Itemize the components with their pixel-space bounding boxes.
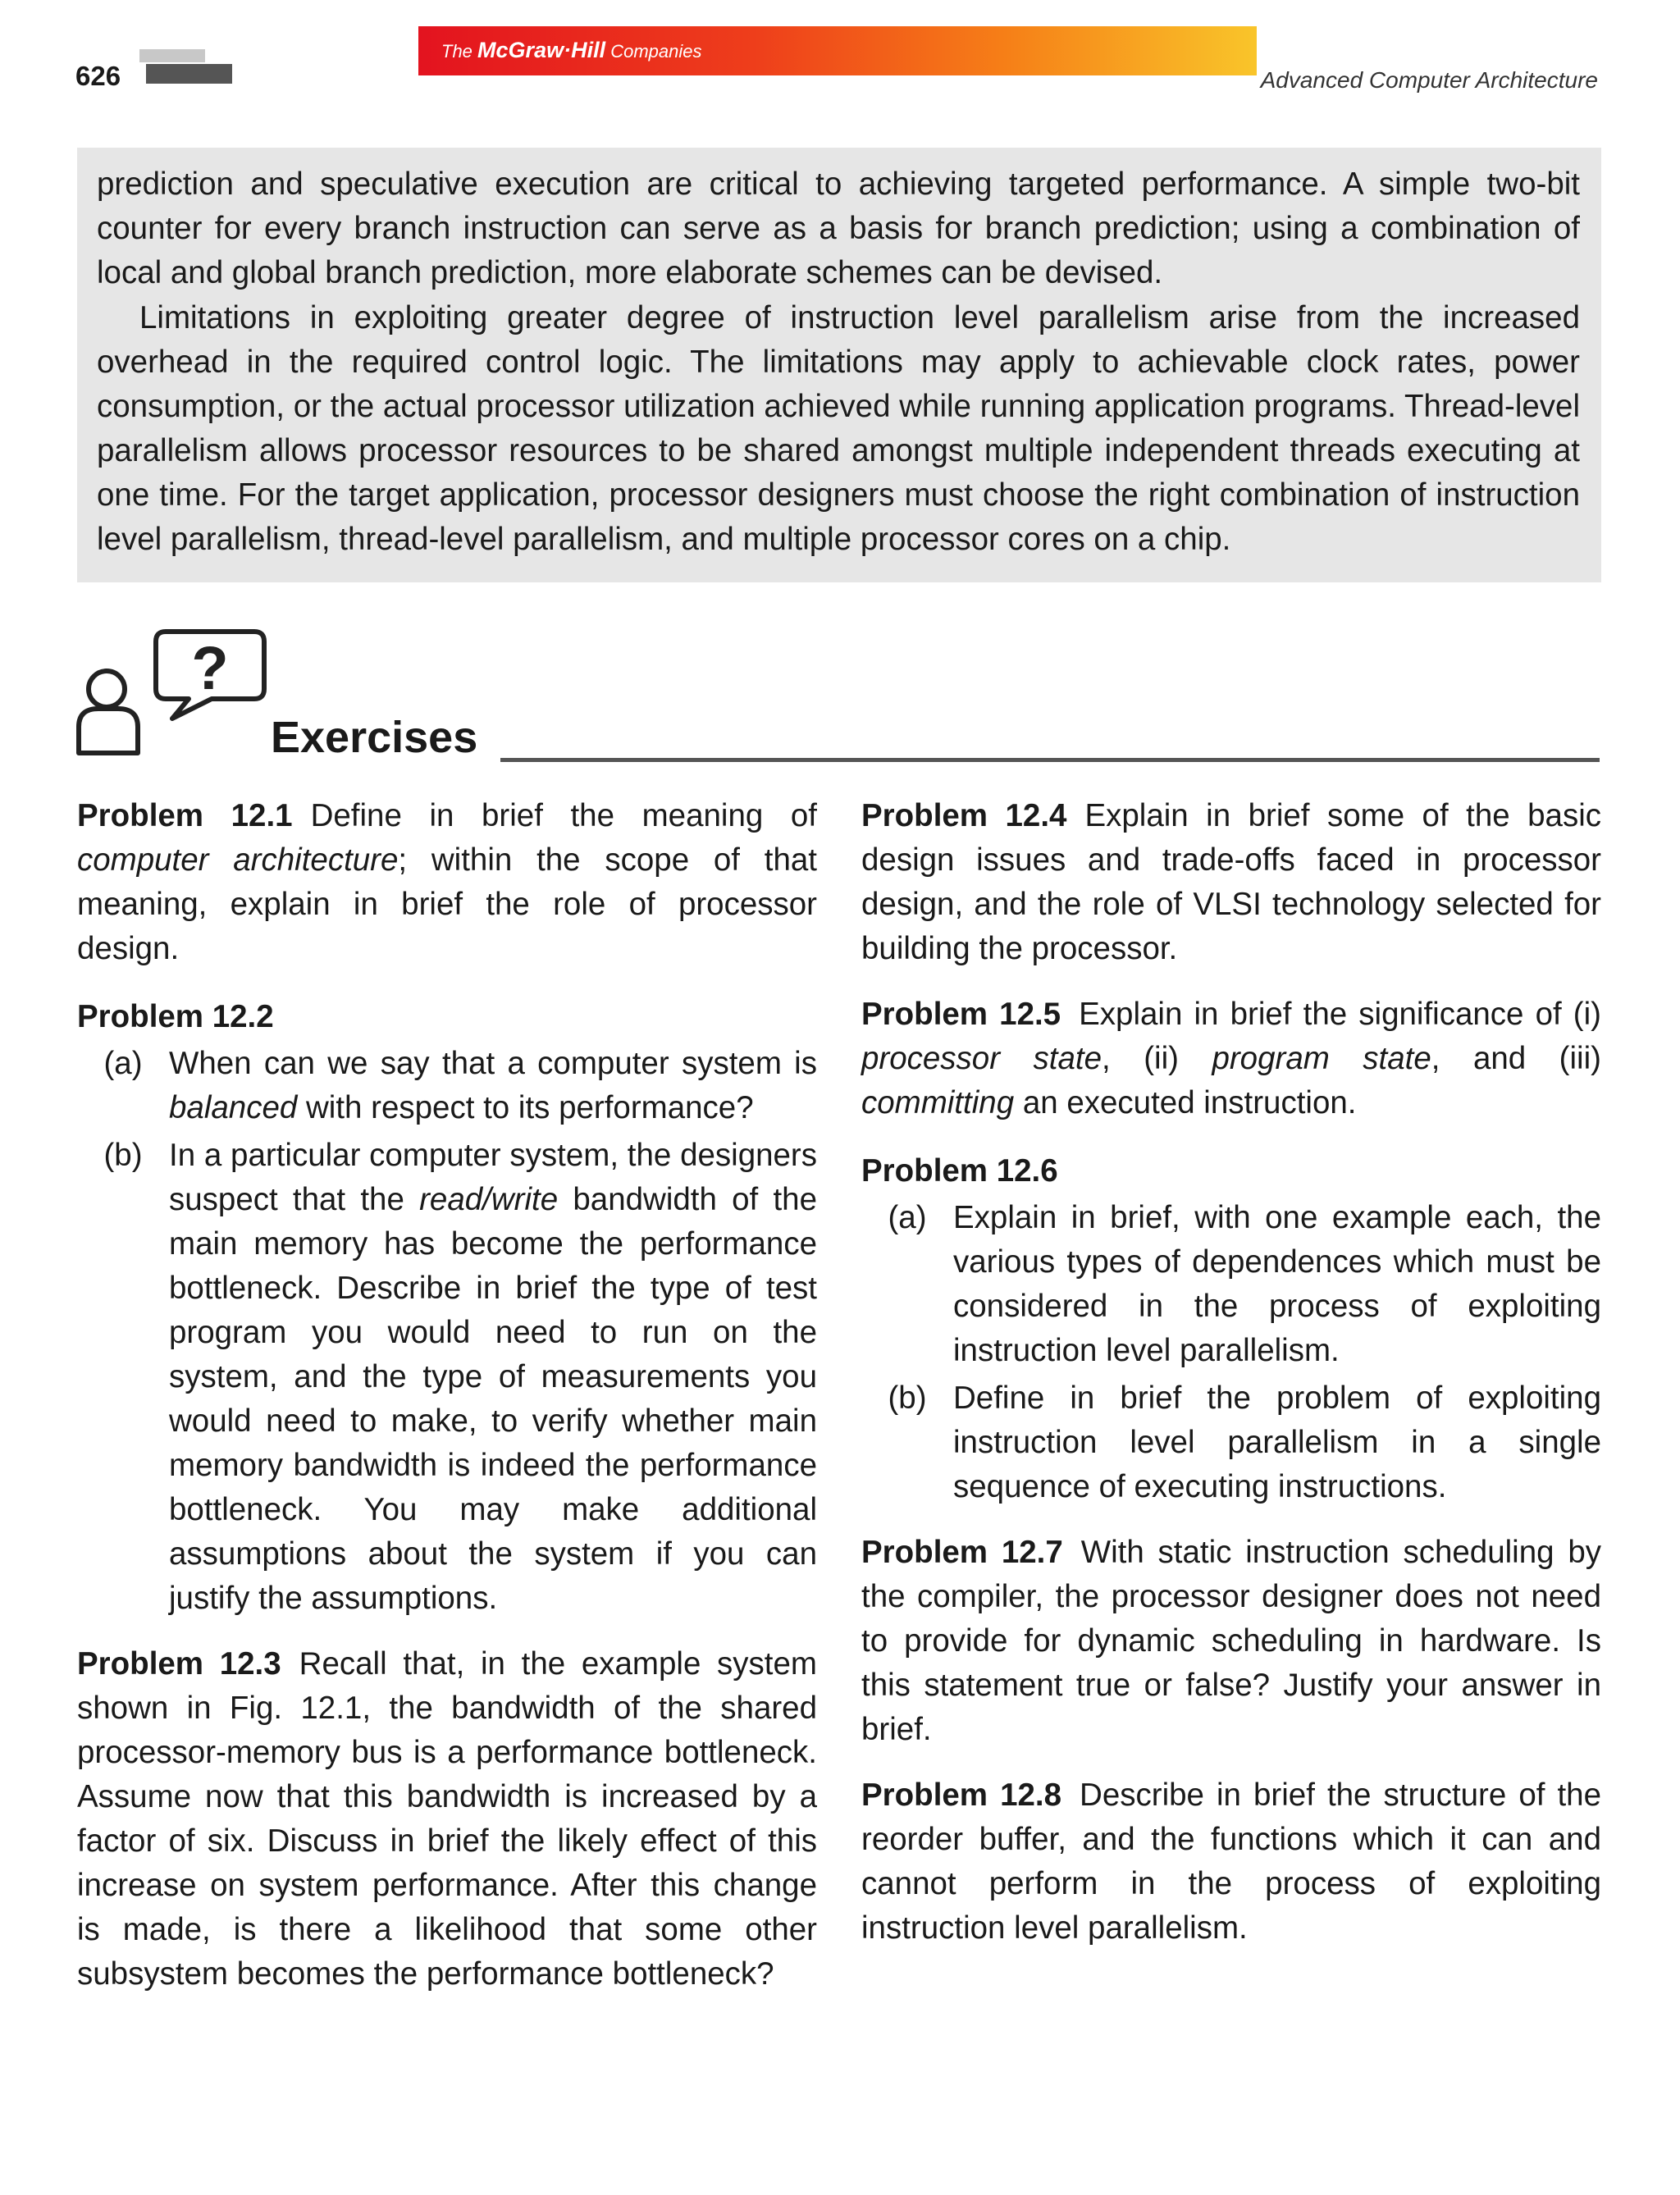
subpart-label: (a) xyxy=(888,1200,927,1235)
subpart-text-part: In a particular computer system, the designers suspect that the xyxy=(169,1138,817,1217)
subpart-b xyxy=(77,1134,817,1621)
problem-12-7 xyxy=(861,1531,1601,1752)
problem-12-4 xyxy=(861,794,1601,971)
page-marker-decoration xyxy=(146,64,232,84)
subpart-emphasis: balanced xyxy=(169,1090,298,1125)
subpart-text: Explain in brief, with one example each, the various types of dependences which must be considered in the process of exploiting instruction level parallelism. xyxy=(953,1200,1601,1368)
subpart-text-part: with respect to its performance? xyxy=(297,1090,754,1125)
problem-text: With static instruction scheduling by the compiler, the processor designer does not need to provide for dynamic scheduling in hardware. Is this statement true or false? Justify your answer in brief. xyxy=(861,1535,1601,1747)
problem-label: Problem 12.1 xyxy=(77,798,293,833)
problem-label: Problem 12.7 xyxy=(861,1535,1063,1570)
subpart-b xyxy=(861,1376,1601,1509)
problem-text: , and (iii) xyxy=(1431,1041,1601,1076)
problem-12-8 xyxy=(861,1773,1601,1951)
problem-12-5 xyxy=(861,993,1601,1125)
problem-label: Problem 12.8 xyxy=(861,1777,1062,1813)
subpart-label: (a) xyxy=(103,1046,143,1081)
subpart-text xyxy=(169,1134,817,1621)
publisher-banner xyxy=(418,26,1257,75)
right-column xyxy=(861,794,1601,1972)
problem-12-6 xyxy=(861,1147,1601,1509)
problem-text: Explain in brief the significance of (i) xyxy=(1079,997,1601,1032)
publisher-prefix: The xyxy=(441,41,472,62)
exercises-heading: Exercises xyxy=(271,713,478,762)
subpart-a xyxy=(861,1196,1601,1373)
subpart-text-part: When can we say that a computer system is xyxy=(169,1046,817,1081)
problem-12-3 xyxy=(77,1642,817,1996)
question-bubble-person-icon xyxy=(74,622,279,760)
page-number: 626 xyxy=(75,61,121,91)
subpart-emphasis: read/write xyxy=(419,1182,559,1217)
running-title: Advanced Computer Architecture xyxy=(1260,67,1598,93)
problem-label: Problem 12.6 xyxy=(861,1153,1058,1189)
heading-rule xyxy=(500,758,1600,762)
subpart-label: (b) xyxy=(888,1380,927,1416)
publisher-name: McGraw·Hill xyxy=(477,38,606,62)
subpart-text xyxy=(169,1042,817,1130)
summary-paragraph-2: Limitations in exploiting greater degree of instruction level parallelism arise from the increased overhead in the required control logic. The limitations may apply to achievable clock rates, power consumption, or the actual processor utilization achieved while running application programs. Thread-level parallelism allows processor resources to be shared amongst multiple independent threads executing at one time. For the target application, processor designers must choose the right combination of instruction level parallelism, thread-level parallelism, and multiple processor cores on a chip. xyxy=(97,300,1580,557)
problem-text: Define in brief the meaning of xyxy=(310,798,817,833)
problem-text: an executed instruction. xyxy=(1014,1085,1357,1120)
problem-label: Problem 12.4 xyxy=(861,798,1067,833)
problem-label: Problem 12.2 xyxy=(77,999,274,1034)
subpart-label: (b) xyxy=(103,1138,143,1173)
subpart-text-part: bandwidth of the main memory has become the performance bottleneck. Describe in brief the type of test program you would need to run on the system, and the type of measurements you would need to make, to verify whether main memory bandwidth is indeed the performance bottleneck. You may make additional assumptions about the system if you can justify the assumptions. xyxy=(169,1182,817,1616)
problem-emphasis: program state xyxy=(1212,1041,1431,1076)
question-mark-glyph: ? xyxy=(191,634,229,702)
problem-text: ; within the scope of that meaning, explain in brief the role of processor design. xyxy=(77,842,817,966)
problem-12-2 xyxy=(77,993,817,1621)
problem-text: Explain in brief some of the basic design issues and trade-offs faced in processor design, and the role of VLSI technology selected for building the processor. xyxy=(861,798,1601,966)
left-column xyxy=(77,794,817,2018)
problem-label: Problem 12.5 xyxy=(861,997,1061,1032)
publisher-suffix: Companies xyxy=(610,41,702,62)
subpart-text: Define in brief the problem of exploiting instruction level parallelism in a single sequence of executing instructions. xyxy=(953,1380,1601,1504)
problem-12-1 xyxy=(77,794,817,971)
problem-text: Recall that, in the example system shown in Fig. 12.1, the bandwidth of the shared processor-memory bus is a performance bottleneck. Assume now that this bandwidth is increased by a factor of six. Discuss in brief the likely effect of this increase on system performance. After this change is made, is there a likelihood that some other subsystem becomes the performance bottleneck? xyxy=(77,1646,817,1992)
subpart-a xyxy=(77,1042,817,1130)
problem-text: Describe in brief the structure of the reorder buffer, and the functions which it can and cannot perform in the process of exploiting instruction level parallelism. xyxy=(861,1777,1602,1946)
problem-emphasis: committing xyxy=(861,1085,1015,1120)
problem-emphasis: processor state xyxy=(861,1041,1102,1076)
publisher-logo xyxy=(441,38,701,63)
problem-label: Problem 12.3 xyxy=(77,1646,281,1682)
summary-box xyxy=(77,148,1601,582)
summary-paragraph-1: prediction and speculative execution are critical to achieving targeted performance. A simple two-bit counter for every branch instruction can serve as a basis for branch prediction; using a combination of local and global branch prediction, more elaborate schemes can be devised. xyxy=(97,167,1580,290)
problem-text: , (ii) xyxy=(1102,1041,1212,1076)
problem-emphasis: computer architecture xyxy=(77,842,399,878)
